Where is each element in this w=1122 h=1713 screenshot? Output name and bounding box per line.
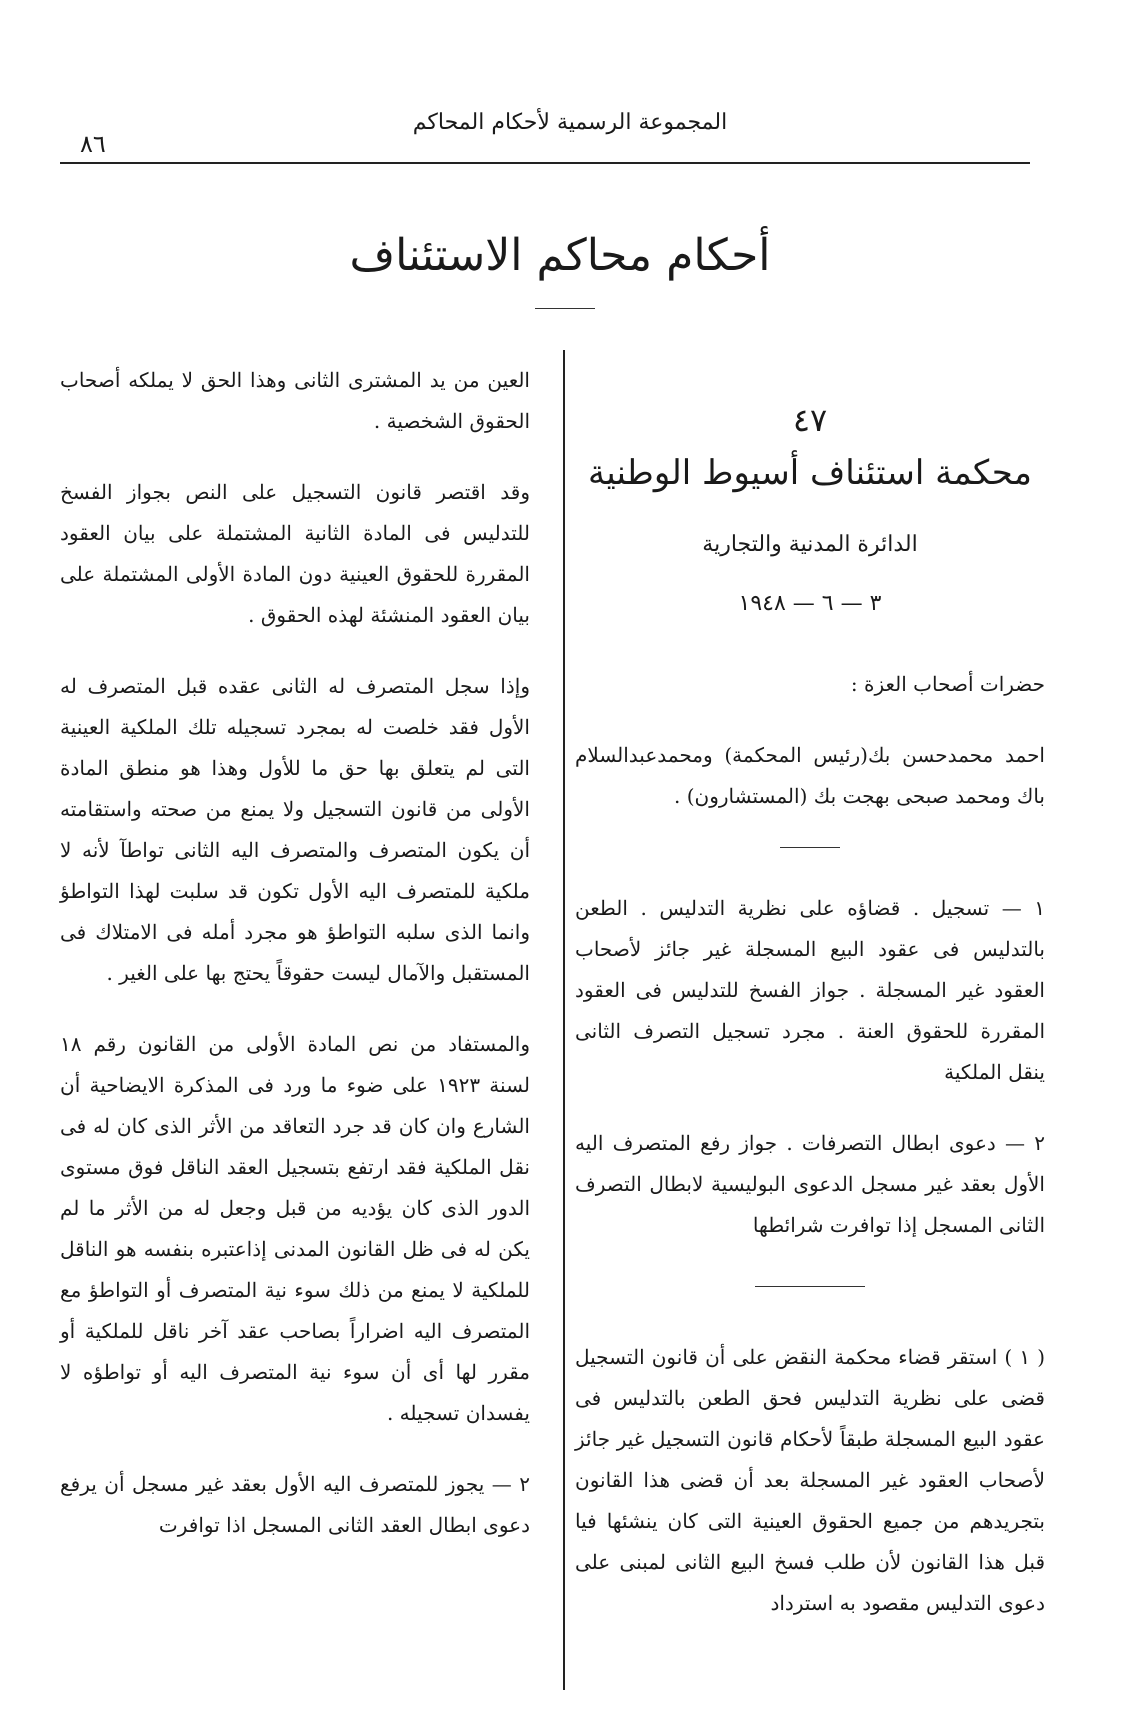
paragraph: وإذا سجل المتصرف له الثانى عقده قبل المتصرف له الأول فقد خلصت له بمجرد تسجيله تلك الملكية العينية التى لم يتعلق بها حق ما للأول وهذا هو منطق المادة الأولى من قانون التسجيل ولا يمنع من صحته واستقامته أن يكون المتصرف والمتصرف اليه الثانى تواطآ لأنه لا ملكية للمتصرف اليه الأول تكون قد سلبت لهذا التواطؤ وانما الذى سلبه التواطؤ هو مجرد أمله فى الامتلاك فى المستقبل والآمال ليست حقوقاً يحتج بها على الغير . <box>60 674 530 985</box>
judges-list: احمد محمدحسن بك(رئيس المحكمة) ومحمدعبدالسلام باك ومحمد صبحى بهجت بك (المستشارون) . <box>575 743 1045 808</box>
judges-label: حضرات أصحاب العزة : <box>850 672 1045 696</box>
title-rule <box>535 308 595 309</box>
paragraph: والمستفاد من نص المادة الأولى من القانون رقم ١٨ لسنة ١٩٢٣ على ضوء ما ورد فى المذكرة الايضاحية أن الشارع وان كان قد جرد التعاقد من الأثر الذى كان له فى نقل الملكية فقد ارتفع بتسجيل العقد الناقل فوق مستوى الدور الذى كان يؤديه من قبل وجعل له من الأثر ما لم يكن له فى ظل القانون المدنى إذاعتبره بنفسه هو الناقل للملكية لا يمنع من ذلك سوء نية المتصرف أو التواطؤ مع المتصرف اليه اضراراً بصاحب عقد آخر ناقل للملكية أو مقرر لها أى أن سوء نية المتصرف اليه أو تواطؤه لا يفسدان تسجيله . <box>60 1032 530 1425</box>
paragraph: ٢ — يجوز للمتصرف اليه الأول بعقد غير مسجل أن يرفع دعوى ابطال العقد الثانى المسجل اذا توافرت <box>60 1472 530 1537</box>
left-column <box>60 360 530 1576</box>
paragraph: العين من يد المشترى الثانى وهذا الحق لا يملكه أصحاب الحقوق الشخصية . <box>60 368 530 433</box>
circuit-name: الدائرة المدنية والتجارية <box>702 532 918 557</box>
section-title: أحكام محاكم الاستئناف <box>349 230 771 281</box>
judgment-date: ٣ — ٦ — ١٩٤٨ <box>738 591 882 616</box>
separator-rule <box>755 1286 865 1287</box>
column-divider <box>563 350 565 1690</box>
case-number: ٤٧ <box>792 401 828 439</box>
running-title: المجموعة الرسمية لأحكام المحاكم <box>412 110 728 135</box>
separator-rule <box>780 847 840 848</box>
judgment-body: ( ١ ) استقر قضاء محكمة النقض على أن قانون التسجيل قضى على نظرية التدليس فحق الطعن بالتدليس فى عقود البيع المسجلة طبقاً لأحكام قانون التسجيل غير جائز لأصحاب العقود غير المسجلة بعد أن قضى هذا القانون بتجريدهم من جميع الحقوق العينية التى كان ينشئها فيا قبل هذا القانون لأن طلب فسخ البيع الثانى لمبنى على دعوى التدليس مقصود به استرداد <box>575 1345 1045 1615</box>
page-number: ٨٦ <box>80 130 106 158</box>
headnote-1: ١ — تسجيل . قضاؤه على نظرية التدليس . الطعن بالتدليس فى عقود البيع المسجلة غير جائز لأصحاب العقود غير المسجلة . جواز الفسخ للتدليس فى العقود المقررة للحقوق العنة . مجرد تسجيل التصرف الثانى ينقل الملكية <box>575 896 1045 1084</box>
court-name: محكمة استئناف أسيوط الوطنية <box>588 453 1032 493</box>
headnote-2: ٢ — دعوى ابطال التصرفات . جواز رفع المتصرف اليه الأول بعقد غير مسجل الدعوى البوليسية لابطال التصرف الثانى المسجل إذا توافرت شرائطها <box>575 1131 1045 1237</box>
header-rule <box>60 162 1030 164</box>
paragraph: وقد اقتصر قانون التسجيل على النص بجواز الفسخ للتدليس فى المادة الثانية المشتملة على بيان العقود المقررة للحقوق العينية دون المادة الأولى المشتملة على بيان العقود المنشئة لهذه الحقوق . <box>60 480 530 627</box>
right-column <box>575 360 1045 1654</box>
